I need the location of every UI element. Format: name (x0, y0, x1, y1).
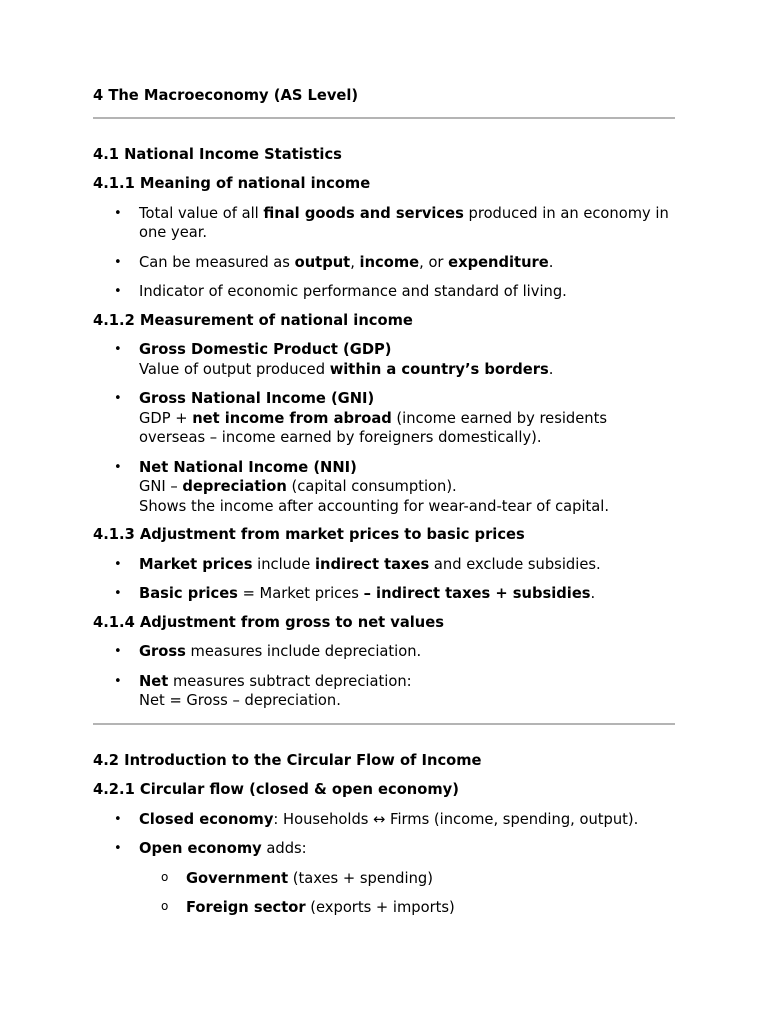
section-heading-4-2: 4.2 Introduction to the Circular Flow of Income (93, 751, 482, 769)
list-item: • Total value of all final goods and services produced in an economy in one year. (114, 204, 669, 241)
bullet-icon: • (114, 391, 122, 406)
bullet-icon: • (114, 586, 122, 601)
list-item: • Gross measures include depreciation. (114, 643, 422, 660)
bullet-icon: • (114, 556, 122, 572)
list-item: • Can be measured as output, income, or expenditure. (114, 253, 554, 271)
bullet-icon: • (114, 811, 122, 827)
bullet-icon: • (114, 459, 122, 475)
subsection-heading-4-1-1: 4.1.1 Meaning of national income (93, 175, 371, 192)
subsection-heading-4-1-2: 4.1.2 Measurement of national income (93, 311, 413, 329)
bullet-list-4-1-2 (93, 340, 675, 516)
subsection-heading-4-2-1: 4.2.1 Circular flow (closed & open economy) (93, 781, 459, 798)
bullet-list-4-1-1 (93, 204, 675, 302)
document-title: 4 The Macroeconomy (AS Level) (93, 87, 359, 104)
bullet-list-4-2-1 (93, 810, 675, 859)
bullet-icon: • (114, 254, 122, 270)
list-item: • Basic prices = Market prices – indirect taxes + subsidies. (114, 585, 596, 602)
document-content (93, 86, 675, 928)
section-divider (93, 117, 675, 119)
list-item: • Net National Income (NNI) GNI – depreciation (capital consumption). Shows the income after accounting for wear-and-tear of capital. (114, 458, 610, 515)
sub-bullet-list (93, 869, 675, 918)
bullet-list-4-1-3 (93, 555, 675, 604)
list-item: • Closed economy: Households ↔ Firms (income, spending, output). (114, 810, 639, 828)
list-item: • Indicator of economic performance and standard of living. (114, 283, 567, 300)
section-heading-4-1: 4.1 National Income Statistics (93, 145, 342, 163)
circle-bullet-icon: o (161, 869, 169, 884)
section-divider (93, 723, 675, 725)
subsection-heading-4-1-3: 4.1.3 Adjustment from market prices to basic prices (93, 526, 525, 543)
bullet-icon: • (114, 205, 122, 221)
sub-list-item: o Government (taxes + spending) (161, 869, 433, 887)
circle-bullet-icon: o (161, 899, 169, 913)
list-item: • Market prices include indirect taxes and exclude subsidies. (114, 555, 601, 573)
bullet-icon: • (114, 841, 122, 856)
bullet-icon: • (114, 342, 122, 357)
list-item: • Open economy adds: (114, 840, 307, 857)
list-item: • Net measures subtract depreciation: Net = Gross – depreciation. (114, 672, 412, 709)
list-item: • Gross Domestic Product (GDP) Value of output produced within a country’s borders. (114, 341, 554, 378)
bullet-icon: • (114, 284, 122, 299)
bullet-icon: • (114, 644, 122, 659)
bullet-icon: • (114, 673, 122, 689)
subsection-heading-4-1-4: 4.1.4 Adjustment from gross to net values (93, 613, 444, 631)
bullet-list-4-1-4 (93, 642, 675, 711)
list-item: • Gross National Income (GNI) GDP + net income from abroad (income earned by residents overseas – income earned by foreigners domestically). (114, 390, 608, 446)
sub-list-item: o Foreign sector (exports + imports) (161, 899, 455, 916)
